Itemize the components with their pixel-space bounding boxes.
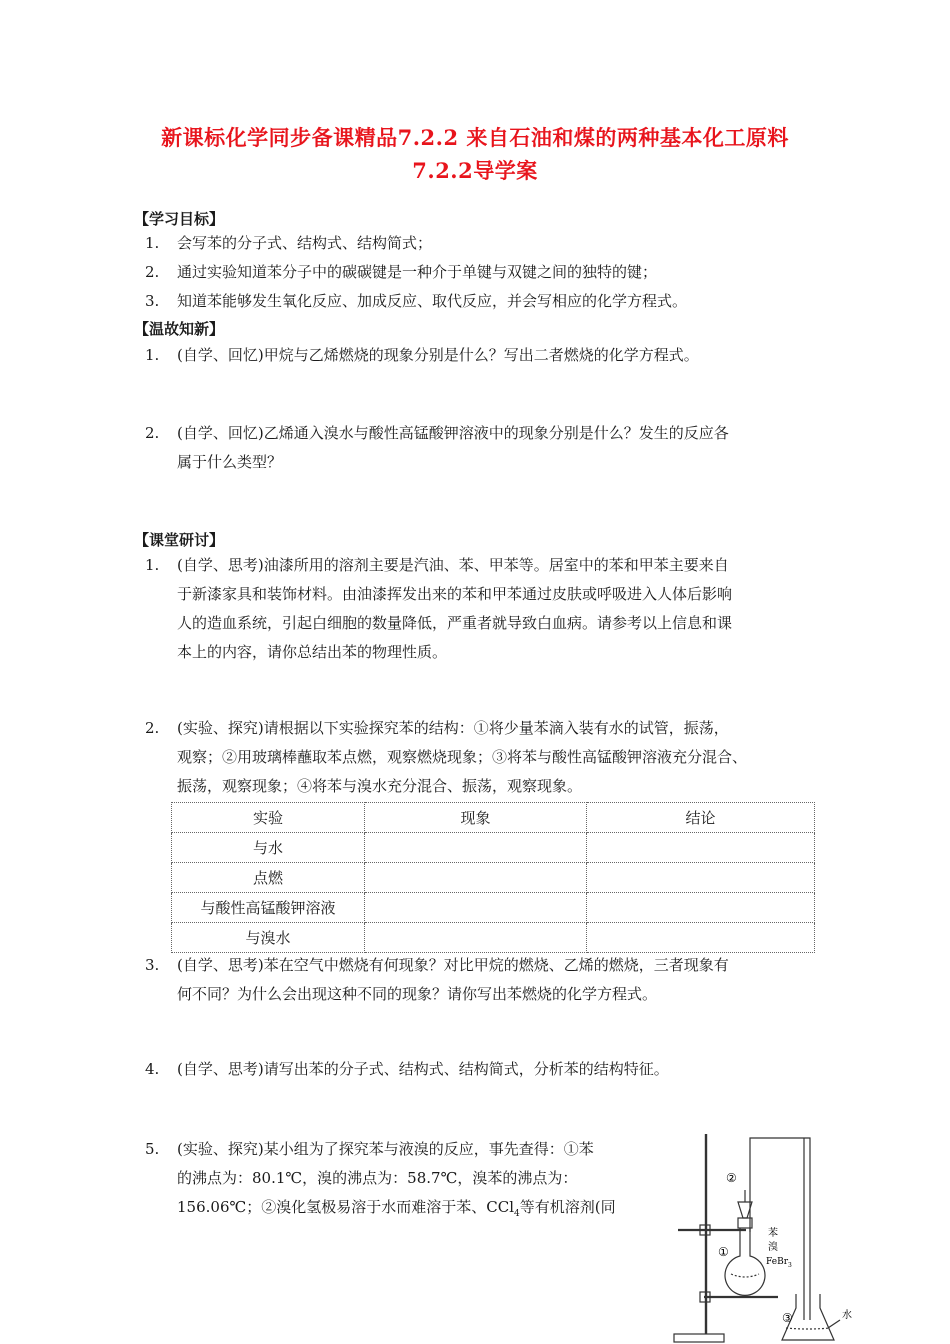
item-text: (自学、回忆)乙烯通入溴水与酸性高锰酸钾溶液中的现象分别是什么？发生的反应各 <box>177 424 729 442</box>
experiment-table <box>171 802 815 953</box>
objectives-heading: 【学习目标】 <box>134 210 225 228</box>
item-text: 知道苯能够发生氧化反应、加成反应、取代反应，并会写相应的化学方程式。 <box>177 292 688 310</box>
item-text: 何不同？为什么会出现这种不同的现象？请你写出苯燃烧的化学方程式。 <box>177 985 658 1003</box>
item-number: 2. <box>145 263 160 281</box>
item-number: 3. <box>145 292 160 310</box>
item-text: 振荡，观察现象；④将苯与溴水充分混合、振荡，观察现象。 <box>177 777 583 795</box>
item-text: 的沸点为：80.1℃，溴的沸点为：58.7℃，溴苯的沸点为： <box>177 1169 578 1187</box>
objective-item <box>145 258 815 287</box>
label-benzene: 苯 <box>768 1228 778 1239</box>
table-header: 现象 <box>365 803 587 833</box>
table-row <box>172 833 815 863</box>
item-number: 4. <box>145 1060 160 1078</box>
subscript: 4 <box>514 1209 520 1219</box>
item-text: (自学、思考)苯在空气中燃烧有何现象？对比甲烷的燃烧、乙烯的燃烧，三者现象有 <box>177 956 729 974</box>
review-heading: 【温故知新】 <box>134 320 225 338</box>
table-cell <box>587 863 815 893</box>
item-text: 通过实验知道苯分子中的碳碳键是一种介于单键与双键之间的独特的键； <box>177 263 658 281</box>
table-row <box>172 893 815 923</box>
label-catalyst <box>766 1257 792 1269</box>
item-number: 1. <box>145 346 160 364</box>
classroom-item <box>145 551 815 667</box>
item-text: 人的造血系统，引起白细胞的数量降低，严重者就导致白血病。请参考以上信息和课 <box>177 614 733 632</box>
table-cell <box>365 893 587 923</box>
round-bottom-flask <box>725 1228 765 1295</box>
objective-item <box>145 229 815 258</box>
table-row <box>172 863 815 893</box>
text-fragment: 156.06℃；②溴化氢极易溶于水而难溶于苯、CCl <box>177 1198 515 1216</box>
item-text: 会写苯的分子式、结构式、结构简式； <box>177 234 433 252</box>
table-cell: 与溴水 <box>172 923 365 953</box>
classroom-item <box>145 714 815 801</box>
item-text: (实验、探究)某小组为了探究苯与液溴的反应，事先查得：①苯 <box>177 1140 594 1158</box>
text-fragment: 等有机溶剂(同 <box>519 1198 616 1216</box>
label-1: ① <box>718 1245 729 1259</box>
table-cell: 与水 <box>172 833 365 863</box>
item-text: (自学、思考)请写出苯的分子式、结构式、结构简式，分析苯的结构特征。 <box>177 1060 669 1078</box>
item-text: (自学、思考)油漆所用的溶剂主要是汽油、苯、甲苯等。居室中的苯和甲苯主要来自 <box>177 556 729 574</box>
table-cell <box>365 833 587 863</box>
item-text: 本上的内容，请你总结出苯的物理性质。 <box>177 643 448 661</box>
table-header-row <box>172 803 815 833</box>
table-header: 实验 <box>172 803 365 833</box>
item-number: 3. <box>145 956 160 974</box>
label-3: ③ <box>782 1311 793 1325</box>
table-cell: 与酸性高锰酸钾溶液 <box>172 893 365 923</box>
item-number: 5. <box>145 1140 160 1158</box>
item-text: 属于什么类型？ <box>177 453 283 471</box>
table-cell <box>365 923 587 953</box>
reaction-apparatus-diagram <box>670 1132 860 1344</box>
document-title: 新课标化学同步备课精品7.2.2 来自石油和煤的两种基本化工原料 <box>161 125 789 150</box>
item-text <box>177 1193 645 1229</box>
stand-base <box>674 1334 724 1342</box>
table-cell <box>587 833 815 863</box>
table-row <box>172 923 815 953</box>
item-text: 观察；②用玻璃棒蘸取苯点燃，观察燃烧现象；③将苯与酸性高锰酸钾溶液充分混合、 <box>177 748 748 766</box>
objective-item <box>145 287 815 316</box>
review-item <box>145 419 815 477</box>
item-text: 于新漆家具和装饰材料。由油漆挥发出来的苯和甲苯通过皮肤或呼吸进入人体后影响 <box>177 585 733 603</box>
table-cell <box>587 923 815 953</box>
classroom-heading: 【课堂研讨】 <box>134 531 225 549</box>
item-number: 2. <box>145 424 160 442</box>
item-number: 1. <box>145 556 160 574</box>
catalyst-text: FeBr <box>766 1257 788 1267</box>
table-header: 结论 <box>587 803 815 833</box>
document-subtitle: 7.2.2导学案 <box>412 158 538 183</box>
item-text: (自学、回忆)甲烷与乙烯燃烧的现象分别是什么？写出二者燃烧的化学方程式。 <box>177 346 699 364</box>
label-bromine: 溴 <box>768 1242 778 1253</box>
label-water: 水 <box>842 1310 852 1321</box>
classroom-item <box>145 951 815 1009</box>
review-item <box>145 341 815 370</box>
item-number: 1. <box>145 234 160 252</box>
table-cell: 点燃 <box>172 863 365 893</box>
table-cell <box>587 893 815 923</box>
label-2: ② <box>726 1171 737 1185</box>
catalyst-sub: 3 <box>788 1262 792 1269</box>
condenser-tube <box>750 1138 810 1320</box>
classroom-item <box>145 1055 815 1084</box>
table-cell <box>365 863 587 893</box>
classroom-item <box>145 1135 645 1229</box>
item-text: (实验、探究)请根据以下实验探究苯的结构：①将少量苯滴入装有水的试管，振荡， <box>177 719 729 737</box>
item-number: 2. <box>145 719 160 737</box>
